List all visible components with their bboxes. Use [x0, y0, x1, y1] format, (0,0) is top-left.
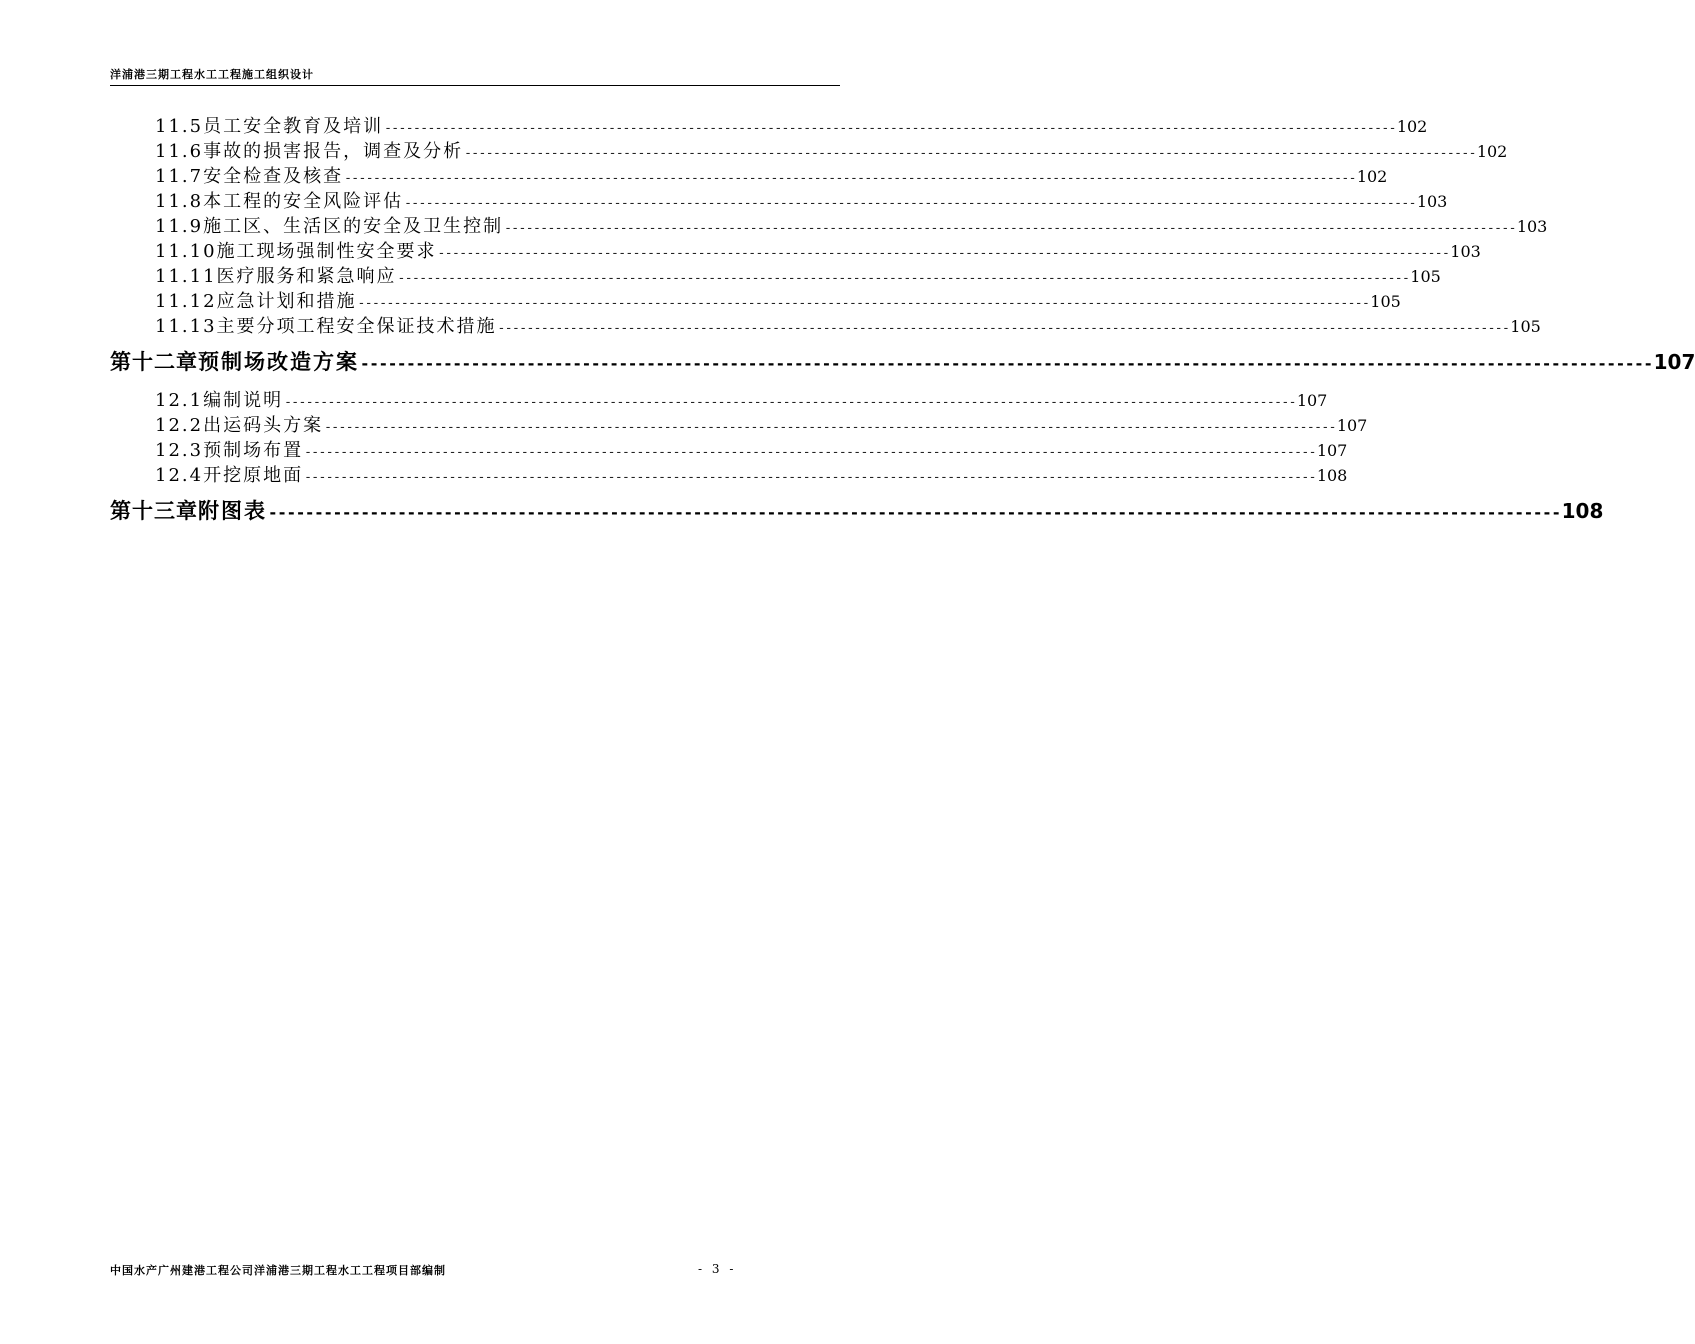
toc-entry-title: 开挖原地面 — [203, 465, 304, 486]
toc-entry-page: 108 — [1316, 466, 1348, 485]
footer-text: 中国水产广州建港工程公司洋浦港三期工程水工工程项目部编制 — [110, 1264, 446, 1277]
toc-entry-number: 11.8 — [155, 191, 204, 212]
toc-section-entry[interactable] — [155, 137, 1508, 162]
toc-entry-title: 本工程的安全风险评估 — [203, 191, 404, 212]
toc-dot-leader: -------------------------------------------------------------------------------------------------------------------------------------------- — [497, 321, 1510, 336]
toc-entry-page: 108 — [1561, 499, 1604, 523]
toc-dot-leader: -------------------------------------------------------------------------------------------------------------------------------------------- — [397, 271, 1410, 286]
toc-section-entry[interactable] — [155, 187, 1448, 212]
toc-section-entry[interactable] — [155, 212, 1548, 237]
toc-entry-page: 102 — [1476, 142, 1508, 161]
header-title: 洋浦港三期工程水工工程施工组织设计 — [110, 68, 314, 81]
toc-entry-page: 103 — [1516, 217, 1548, 236]
toc-dot-leader: -------------------------------------------------------------------------------------------------------------------------------------------- — [357, 296, 1370, 311]
toc-entry-title: 预制场改造方案 — [198, 350, 359, 374]
toc-dot-leader: -------------------------------------------------------------------------------------------------------------------------------------------- — [304, 470, 1316, 485]
toc-entry-title: 出运码头方案 — [203, 415, 324, 436]
toc-section-entry[interactable] — [155, 386, 1328, 411]
toc-dot-leader: -------------------------------------------------------------------------------------------------------------------------------------------- — [344, 171, 1356, 186]
toc-entry-page: 107 — [1316, 441, 1348, 460]
toc-entry-title: 安全检查及核查 — [203, 166, 344, 187]
toc-entry-number: 11.12 — [155, 291, 217, 312]
toc-entry-page: 107 — [1296, 391, 1328, 410]
toc-dot-leader: -------------------------------------------------------------------------------------------------------------------------------------------- — [324, 420, 1336, 435]
toc-dot-leader: -------------------------------------------------------------------------------------------------------------------------------------------- — [437, 246, 1450, 261]
toc-entry-number: 11.10 — [155, 241, 217, 262]
toc-section-entry[interactable] — [155, 436, 1348, 461]
toc-dot-leader: -------------------------------------------------------------------------------------------------------------------------------------------- — [360, 354, 1653, 373]
toc-entry-page: 103 — [1416, 192, 1448, 211]
toc-dot-leader: -------------------------------------------------------------------------------------------------------------------------------------------- — [464, 146, 1476, 161]
toc-entry-page: 107 — [1336, 416, 1368, 435]
toc-chapter-entry[interactable] — [110, 346, 1695, 376]
toc-entry-number: 11.13 — [155, 316, 217, 337]
toc-section-entry[interactable] — [155, 312, 1541, 337]
toc-entry-number: 12.4 — [155, 465, 204, 486]
toc-dot-leader: -------------------------------------------------------------------------------------------------------------------------------------------- — [284, 395, 1296, 410]
toc-dot-leader: -------------------------------------------------------------------------------------------------------------------------------------------- — [304, 445, 1316, 460]
toc-entry-page: 102 — [1356, 167, 1388, 186]
page-number: - 3 - — [698, 1262, 737, 1276]
toc-entry-page: 102 — [1396, 117, 1428, 136]
toc-entry-page: 107 — [1653, 350, 1695, 374]
toc-chapter-entry[interactable] — [110, 495, 1604, 525]
toc-entry-number: 11.5 — [155, 116, 204, 137]
toc-section-entry[interactable] — [155, 287, 1401, 312]
toc-section-entry[interactable] — [155, 262, 1441, 287]
toc-entry-number: 11.11 — [155, 266, 217, 287]
page-footer — [110, 1262, 840, 1280]
toc-dot-leader: -------------------------------------------------------------------------------------------------------------------------------------------- — [384, 121, 1396, 136]
page-header — [110, 66, 840, 86]
toc-entry-page: 103 — [1450, 242, 1481, 261]
toc-entry-number: 第十二章 — [110, 350, 198, 374]
toc-entry-title: 医疗服务和紧急响应 — [216, 266, 397, 287]
toc-entry-title: 编制说明 — [203, 390, 284, 411]
toc-section-entry[interactable] — [155, 237, 1481, 262]
toc-section-entry[interactable] — [155, 162, 1388, 187]
toc-section-entry[interactable] — [155, 112, 1428, 137]
toc-entry-number: 第十三章 — [110, 499, 198, 523]
toc-entry-number: 11.6 — [155, 141, 204, 162]
toc-entry-title: 施工现场强制性安全要求 — [216, 241, 437, 262]
toc-entry-title: 事故的损害报告，调查及分析 — [203, 141, 464, 162]
toc-entry-number: 12.1 — [155, 390, 204, 411]
toc-entry-number: 11.9 — [155, 216, 204, 237]
toc-entry-page: 105 — [1410, 267, 1441, 286]
toc-section-entry[interactable] — [155, 411, 1368, 436]
toc-entry-number: 12.3 — [155, 440, 204, 461]
toc-entry-page: 105 — [1370, 292, 1401, 311]
toc-section-entry[interactable] — [155, 461, 1348, 486]
toc-dot-leader: -------------------------------------------------------------------------------------------------------------------------------------------- — [504, 221, 1516, 236]
toc-entry-title: 施工区、生活区的安全及卫生控制 — [203, 216, 504, 237]
toc-entry-title: 员工安全教育及培训 — [203, 116, 384, 137]
toc-entry-title: 应急计划和措施 — [216, 291, 357, 312]
toc-entry-title: 附图表 — [198, 499, 267, 523]
toc-entry-title: 主要分项工程安全保证技术措施 — [216, 316, 497, 337]
toc-entry-number: 12.2 — [155, 415, 204, 436]
toc-entry-page: 105 — [1510, 317, 1541, 336]
toc-dot-leader: -------------------------------------------------------------------------------------------------------------------------------------------- — [268, 503, 1561, 522]
toc-entry-number: 11.7 — [155, 166, 204, 187]
toc-dot-leader: -------------------------------------------------------------------------------------------------------------------------------------------- — [404, 196, 1416, 211]
toc-entry-title: 预制场布置 — [203, 440, 304, 461]
